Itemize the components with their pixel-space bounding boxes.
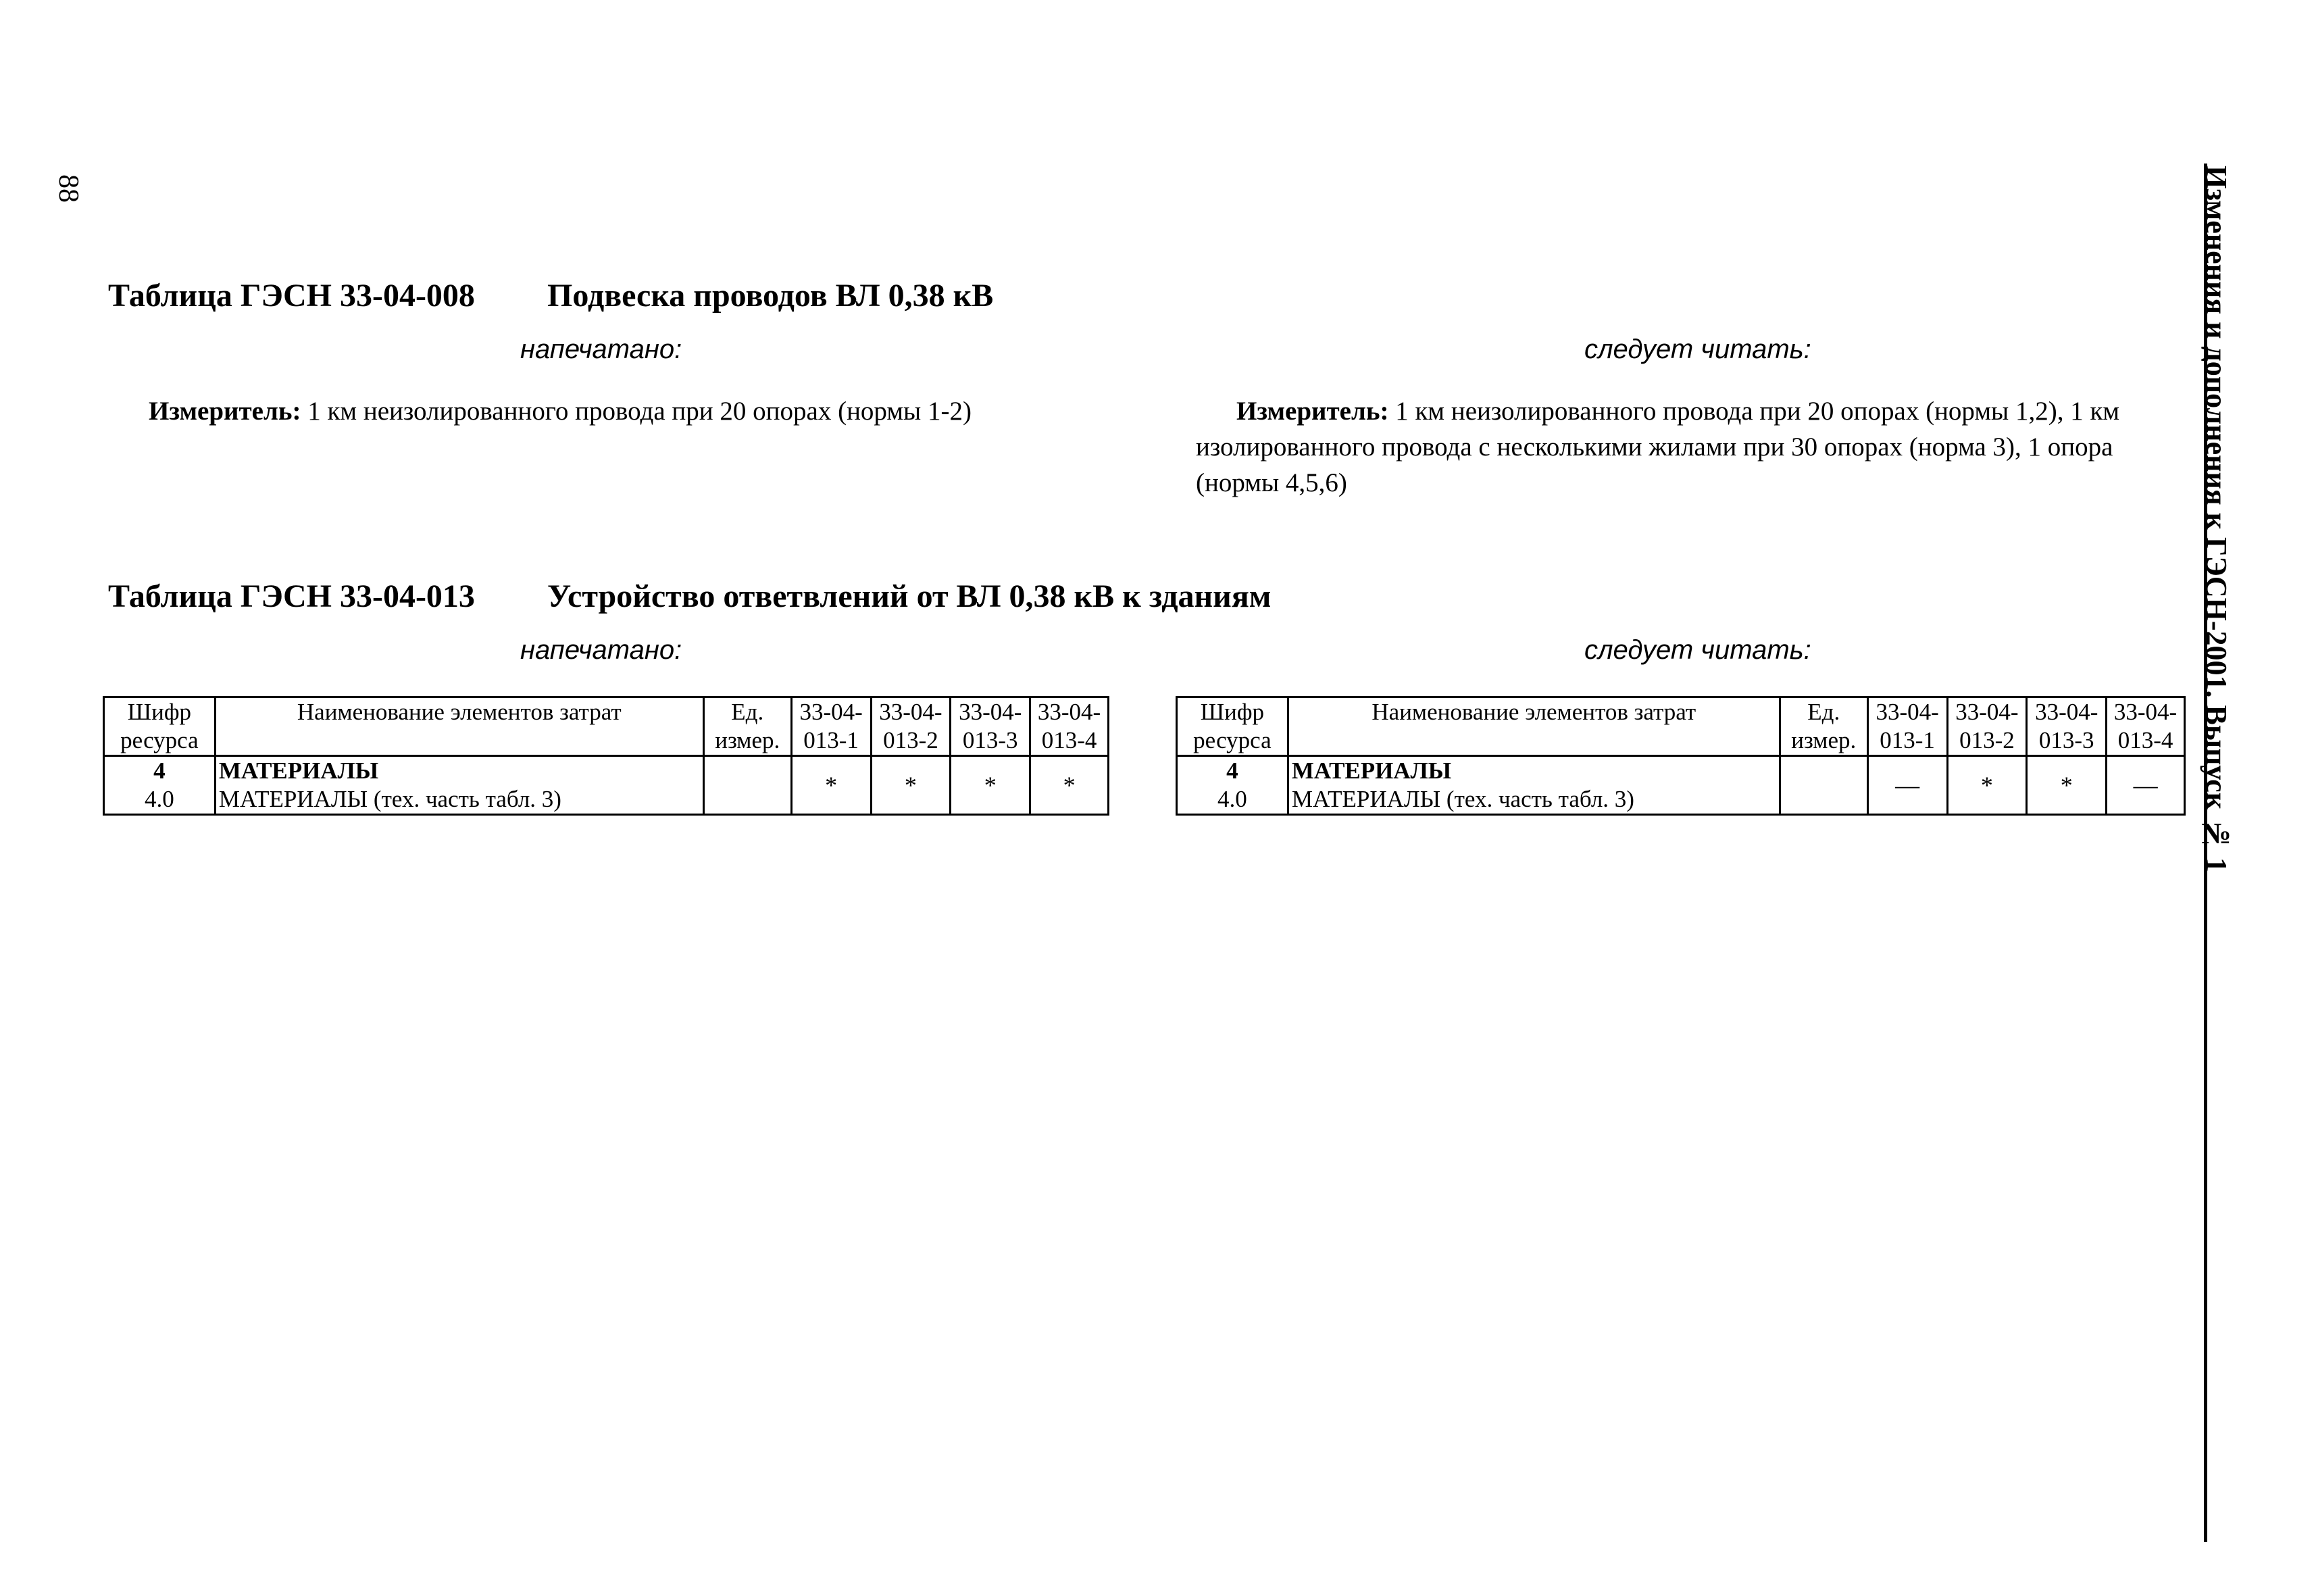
value-4: *	[1030, 756, 1109, 815]
item-code: 4.0	[104, 785, 216, 815]
section1-heading	[108, 277, 993, 314]
item-name: МАТЕРИАЛЫ (тех. часть табл. 3)	[215, 785, 703, 815]
section1-printed-label: напечатано:	[520, 334, 682, 364]
section1-correct-label: следует читать:	[1584, 334, 1811, 364]
group-name: МАТЕРИАЛЫ	[215, 756, 703, 786]
header-norm-4: 33-04- 013-4	[1030, 697, 1109, 756]
section1-correct-meter	[1196, 393, 2169, 501]
header-unit: Ед. измер.	[1780, 697, 1867, 756]
correct-meter-text: 1 км неизолированного провода при 20 опорах (нормы 1,2), 1 км изолированного провода с несколькими жилами при 30 опорах (норма 3), 1 опора (нормы 4,5,6)	[1196, 397, 2120, 497]
correct-table-header	[1177, 697, 2185, 756]
header-norm-2: 33-04- 013-2	[1947, 697, 2027, 756]
group-code: 4	[104, 756, 216, 786]
section2-printed-label: напечатано:	[520, 635, 682, 665]
section2-heading	[108, 578, 1272, 615]
page-number: 88	[53, 174, 84, 203]
header-name: Наименование элементов затрат	[1288, 697, 1780, 756]
item-name: МАТЕРИАЛЫ (тех. часть табл. 3)	[1288, 785, 1780, 815]
header-norm-4: 33-04- 013-4	[2107, 697, 2185, 756]
section2-correct-label: следует читать:	[1584, 635, 1811, 665]
header-norm-3: 33-04- 013-3	[2027, 697, 2107, 756]
printed-table-header	[104, 697, 1109, 756]
table-row	[1177, 756, 2185, 786]
value-3: *	[2027, 756, 2107, 815]
header-norm-1: 33-04- 013-1	[791, 697, 871, 756]
item-code: 4.0	[1177, 785, 1288, 815]
value-1: —	[1867, 756, 1947, 815]
item-unit	[703, 756, 791, 815]
value-4: —	[2107, 756, 2185, 815]
section1-code: Таблица ГЭСН 33-04-008	[108, 278, 475, 314]
section1-printed-meter	[149, 393, 1095, 429]
side-caption: Изменения и дополнения к ГЭСН-2001. Выпуск № 1	[2200, 166, 2233, 873]
section2-title: Устройство ответвлений от ВЛ 0,38 кВ к зданиям	[547, 578, 1272, 614]
header-norm-1: 33-04- 013-1	[1867, 697, 1947, 756]
correct-meter-label: Измеритель:	[1236, 397, 1389, 426]
header-code: Шифр ресурса	[104, 697, 216, 756]
printed-table	[103, 696, 1109, 816]
value-3: *	[951, 756, 1030, 815]
group-name: МАТЕРИАЛЫ	[1288, 756, 1780, 786]
group-code: 4	[1177, 756, 1288, 786]
header-name: Наименование элементов затрат	[215, 697, 703, 756]
item-unit	[1780, 756, 1867, 815]
printed-meter-label: Измеритель:	[149, 397, 301, 426]
value-2: *	[1947, 756, 2027, 815]
table-row	[104, 756, 1109, 786]
correct-table	[1176, 696, 2186, 816]
section2-code: Таблица ГЭСН 33-04-013	[108, 578, 475, 614]
header-unit: Ед. измер.	[703, 697, 791, 756]
header-norm-3: 33-04- 013-3	[951, 697, 1030, 756]
value-2: *	[871, 756, 951, 815]
header-norm-2: 33-04- 013-2	[871, 697, 951, 756]
header-code: Шифр ресурса	[1177, 697, 1288, 756]
value-1: *	[791, 756, 871, 815]
printed-meter-text: 1 км неизолированного провода при 20 опорах (нормы 1-2)	[301, 397, 972, 426]
section1-title: Подвеска проводов ВЛ 0,38 кВ	[547, 278, 994, 314]
